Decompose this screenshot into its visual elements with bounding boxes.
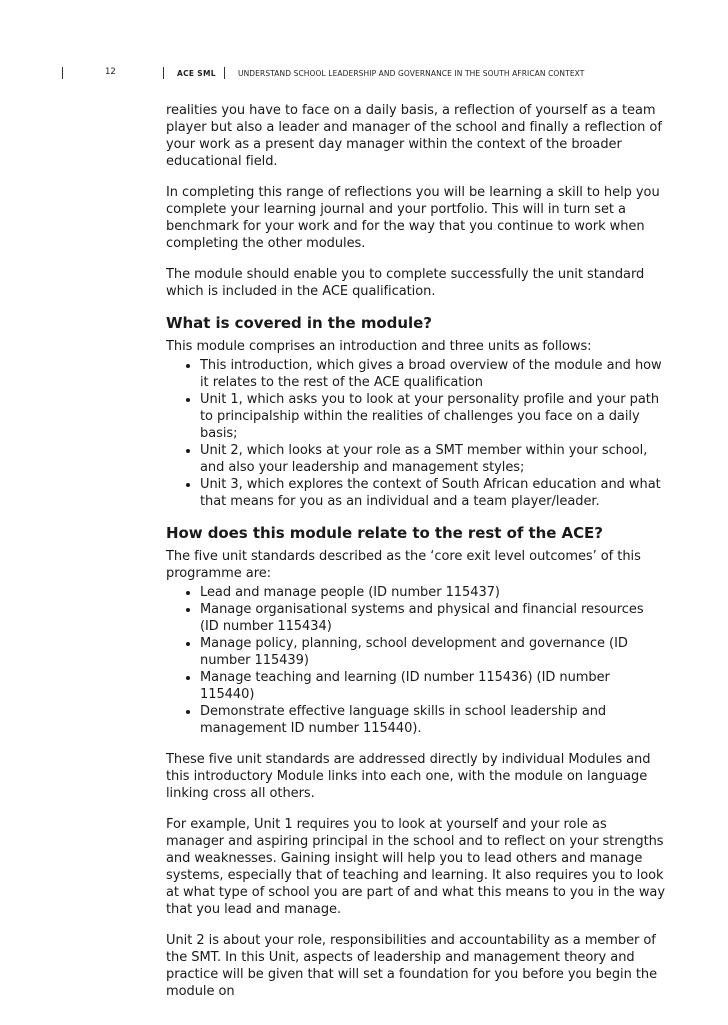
list-item xyxy=(200,669,666,703)
list-item-text: Unit 1, which asks you to look at your personality profile and your path to principalship within the realities of challenges you face on a daily basis; xyxy=(200,392,660,441)
header-divider xyxy=(224,67,225,79)
paragraph: realities you have to face on a daily basis, a reflection of yourself as a team player but also a leader and manager of the school and finally a reflection of your work as a present day manager within the context of the broader educational field. xyxy=(166,103,662,169)
list-item-text: Manage organisational systems and physical and financial resources (ID number 115434) xyxy=(200,602,644,634)
running-header xyxy=(0,58,728,82)
section-heading: How does this module relate to the rest of the ACE? xyxy=(166,524,603,542)
list-item-text: Unit 3, which explores the context of South African education and what that means for you as an individual and a team player/leader. xyxy=(200,477,661,509)
page-number: 12 xyxy=(105,67,116,77)
page-body xyxy=(166,102,666,1014)
bullet-list xyxy=(166,357,666,510)
paragraph: For example, Unit 1 requires you to look at yourself and your role as manager and aspiring principal in the school and to reflect on your strengths and weaknesses. Gaining insight will help you to lead others and manage systems, especially that of teaching and learning. It also requires you to look at what type of school you are part of and what this means to you in the way that you lead and manage. xyxy=(166,817,665,917)
header-divider xyxy=(163,67,164,79)
paragraph: These five unit standards are addressed directly by individual Modules and this introductory Module links into each one, with the module on language linking cross all others. xyxy=(166,752,651,801)
list-item xyxy=(200,357,666,391)
section-heading: What is covered in the module? xyxy=(166,314,432,332)
section-intro: The five unit standards described as the ‘core exit level outcomes’ of this programme are: xyxy=(166,549,641,581)
list-item-text: Lead and manage people (ID number 115437) xyxy=(200,585,500,600)
section-intro: This module comprises an introduction and three units as follows: xyxy=(166,339,592,354)
list-item xyxy=(200,703,666,737)
list-item xyxy=(200,584,666,601)
list-item-text: Demonstrate effective language skills in school leadership and management ID number 115440). xyxy=(200,704,607,736)
list-item-text: Unit 2, which looks at your role as a SMT member within your school, and also your leadership and management styles; xyxy=(200,443,648,475)
list-item xyxy=(200,635,666,669)
header-divider xyxy=(62,67,63,79)
list-item-text: Manage policy, planning, school development and governance (ID number 115439) xyxy=(200,636,628,668)
paragraph: The module should enable you to complete successfully the unit standard which is included in the ACE qualification. xyxy=(166,267,645,299)
list-item xyxy=(200,391,666,442)
paragraph: Unit 2 is about your role, responsibilities and accountability as a member of the SMT. In this Unit, aspects of leadership and management theory and practice will be given that will set a foundation for you before you begin the module on xyxy=(166,933,658,999)
list-item xyxy=(200,476,666,510)
series-label: ACE SML xyxy=(177,69,216,78)
list-item xyxy=(200,601,666,635)
list-item xyxy=(200,442,666,476)
bullet-list xyxy=(166,584,666,737)
list-item-text: Manage teaching and learning (ID number 115436) (ID number 115440) xyxy=(200,670,610,702)
list-item-text: This introduction, which gives a broad overview of the module and how it relates to the rest of the ACE qualification xyxy=(200,358,662,390)
paragraph: In completing this range of reflections you will be learning a skill to help you complete your learning journal and your portfolio. This will in turn set a benchmark for your work and for the way that you continue to work when completing the other modules. xyxy=(166,185,660,251)
module-title: UNDERSTAND SCHOOL LEADERSHIP AND GOVERNANCE IN THE SOUTH AFRICAN CONTEXT xyxy=(238,69,585,78)
